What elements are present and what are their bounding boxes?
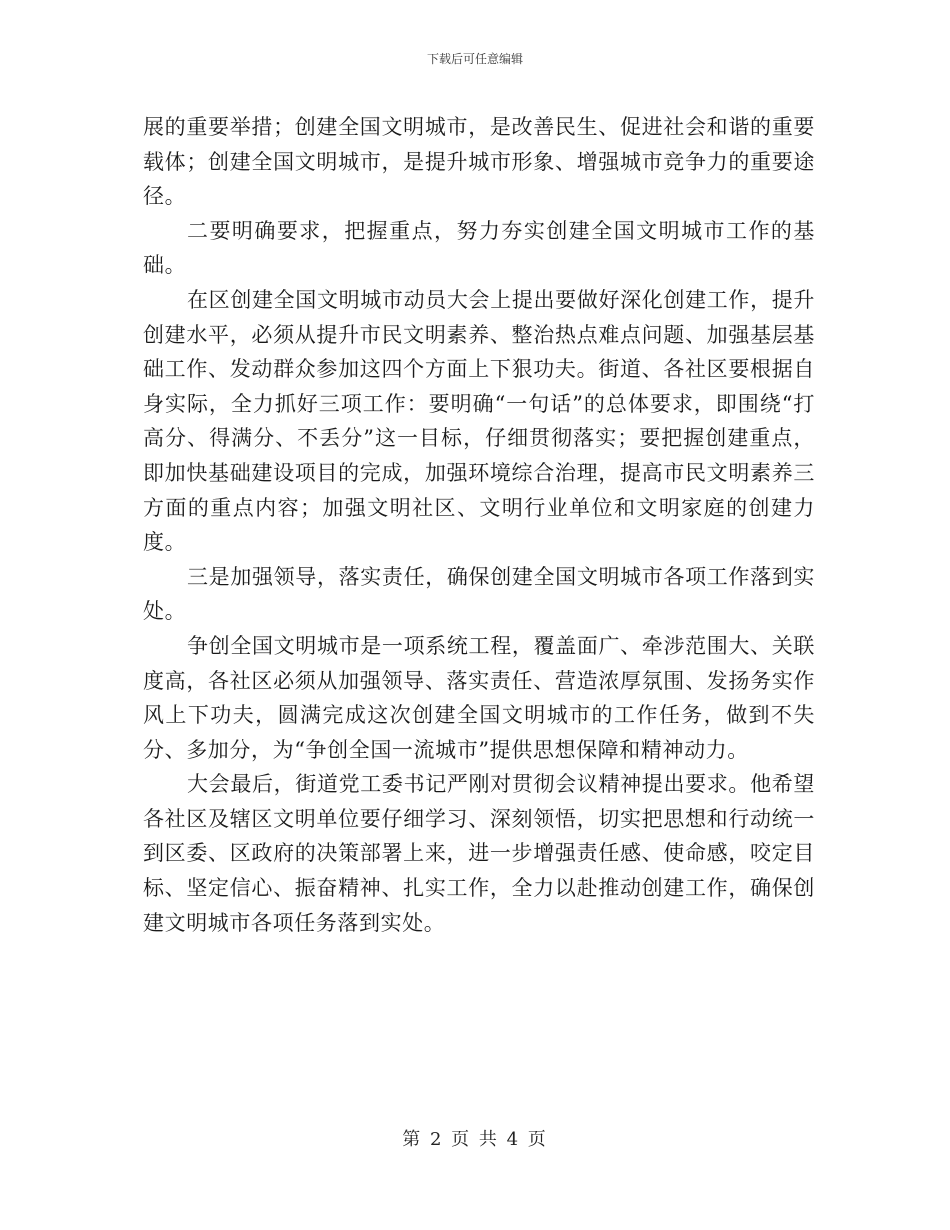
- paragraph-mobilization-meeting: 在区创建全国文明城市动员大会上提出要做好深化创建工作，提升创建水平，必须从提升市民文明素养、整治热点难点问题、加强基层基础工作、发动群众参加这四个方面上下狠功夫。街道、各社区要根据自身实际，全力抓好三项工作：要明确“一句话”的总体要求，即围绕“打高分、得满分、不丢分”这一目标，仔细贯彻落实；要把握创建重点，即加快基础建设项目的完成，加强环境综合治理，提高市民文明素养三方面的重点内容；加强文明社区、文明行业单位和文明家庭的创建力度。: [143, 287, 815, 555]
- paragraph-heading-three: 三是加强领导，落实责任，确保创建全国文明城市各项工作落到实处。: [143, 564, 815, 624]
- paragraph-continuation: 展的重要举措；创建全国文明城市，是改善民生、促进社会和谐的重要载体；创建全国文明城市，是提升城市形象、增强城市竞争力的重要途径。: [143, 115, 815, 209]
- paragraph-heading-two: 二要明确要求，把握重点，努力夯实创建全国文明城市工作的基础。: [143, 218, 815, 278]
- paragraph-system-project: 争创全国文明城市是一项系统工程，覆盖面广、牵涉范围大、关联度高，各社区必须从加强领导、落实责任、营造浓厚氛围、发扬务实作风上下功夫，圆满完成这次创建全国文明城市的工作任务，做到不失分、多加分，为“争创全国一流城市”提供思想保障和精神动力。: [143, 633, 815, 762]
- paragraph-conclusion: 大会最后，街道党工委书记严刚对贯彻会议精神提出要求。他希望各社区及辖区文明单位要仔细学习、深刻领悟，切实把思想和行动统一到区委、区政府的决策部署上来，进一步增强责任感、使命感，咬定目标、坚定信心、振奋精神、扎实工作，全力以赴推动创建工作，确保创建文明城市各项任务落到实处。: [143, 772, 815, 935]
- page-number-footer: 第 2 页 共 4 页: [402, 1129, 548, 1150]
- document-body: [143, 110, 815, 940]
- page-header-note: 下载后可任意编辑: [426, 52, 523, 66]
